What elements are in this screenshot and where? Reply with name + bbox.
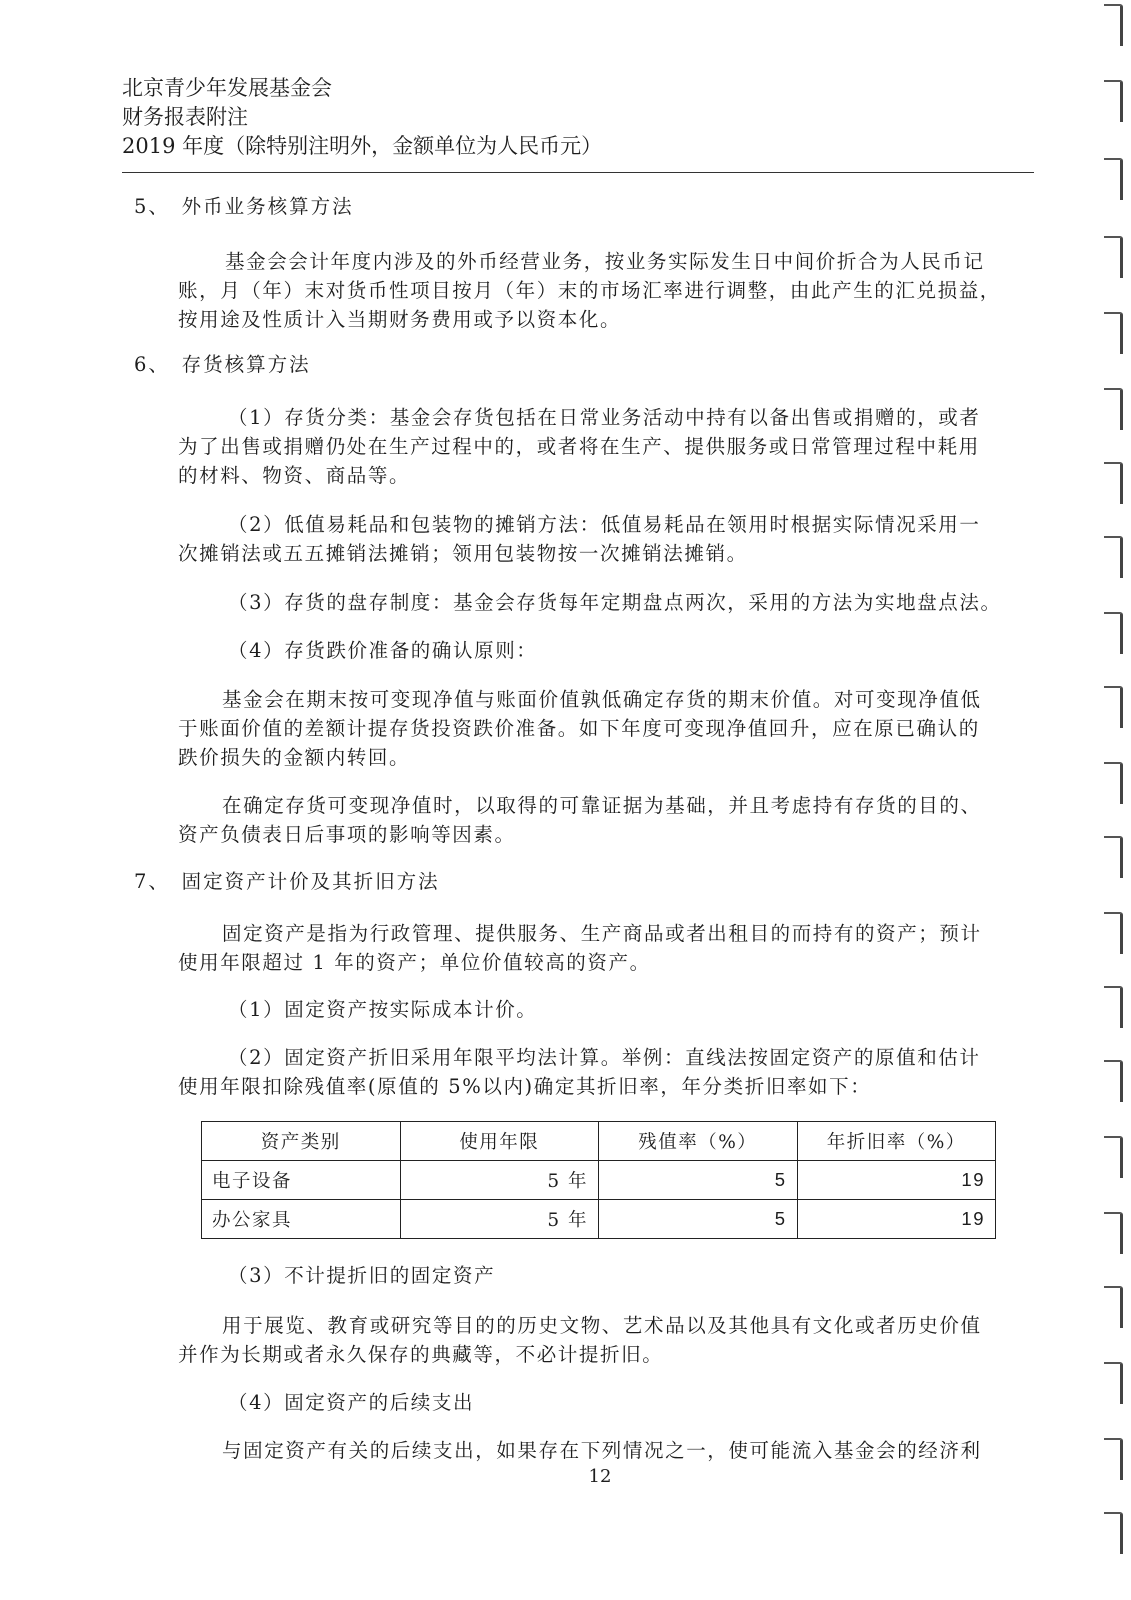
- section-7-paragraph-line: 与固定资产有关的后续支出，如果存在下列情况之一，使可能流入基金会的经济利: [222, 1439, 982, 1462]
- section-6-paragraph-line: 跌价损失的金额内转回。: [178, 746, 411, 769]
- section-6-item-1-line: （1）存货分类：基金会存货包括在日常业务活动中持有以备出售或捐赠的，或者: [228, 406, 981, 429]
- page-number: 12: [588, 1466, 612, 1487]
- binder-edge: [1101, 0, 1123, 1600]
- table-cell: 5 年: [400, 1161, 599, 1200]
- depreciation-rate-table: [201, 1121, 996, 1239]
- section-6-paragraph-line: 资产负债表日后事项的影响等因素。: [178, 823, 516, 846]
- section-6-item-4: （4）存货跌价准备的确认原则：: [228, 639, 538, 662]
- section-6-paragraph-line: 在确定存货可变现净值时，以取得的可靠证据为基础，并且考虑持有存货的目的、: [222, 794, 982, 817]
- section-7-heading: 7、 固定资产计价及其折旧方法: [134, 870, 440, 893]
- table-cell: 5: [599, 1200, 798, 1239]
- section-6-item-1-line: 的材料、物资、商品等。: [178, 464, 411, 487]
- table-header-cell: 使用年限: [400, 1122, 599, 1161]
- section-7-item-1: （1）固定资产按实际成本计价。: [228, 998, 538, 1021]
- table-cell: 电子设备: [202, 1161, 401, 1200]
- table-header-cell: 年折旧率（%）: [797, 1122, 996, 1161]
- table-row: [202, 1200, 996, 1239]
- document-title: 财务报表附注: [122, 105, 248, 129]
- table-cell: 办公家具: [202, 1200, 401, 1239]
- section-7-paragraph-line: 固定资产是指为行政管理、提供服务、生产商品或者出租目的而持有的资产；预计: [222, 922, 982, 945]
- section-6-item-1-line: 为了出售或捐赠仍处在生产过程中的，或者将在生产、提供服务或日常管理过程中耗用: [178, 435, 980, 458]
- section-7-paragraph-line: 并作为长期或者永久保存的典藏等，不必计提折旧。: [178, 1343, 664, 1366]
- section-6-item-2-line: （2）低值易耗品和包装物的摊销方法：低值易耗品在领用时根据实际情况采用一: [228, 513, 981, 536]
- table-header-cell: 残值率（%）: [599, 1122, 798, 1161]
- section-5-paragraph-line: 账，月（年）末对货币性项目按月（年）末的市场汇率进行调整，由此产生的汇兑损益，: [178, 279, 1001, 302]
- section-7-paragraph-line: 用于展览、教育或研究等目的的历史文物、艺术品以及其他具有文化或者历史价值: [222, 1314, 982, 1337]
- section-5-paragraph-line: 基金会会计年度内涉及的外币经营业务，按业务实际发生日中间价折合为人民币记: [225, 250, 985, 273]
- section-6-paragraph-line: 于账面价值的差额计提存货投资跌价准备。如下年度可变现净值回升，应在原已确认的: [178, 717, 980, 740]
- section-5-heading: 5、 外币业务核算方法: [134, 195, 354, 218]
- section-6-paragraph-line: 基金会在期末按可变现净值与账面价值孰低确定存货的期末价值。对可变现净值低: [222, 688, 982, 711]
- report-period: 2019 年度（除特别注明外，金额单位为人民币元）: [122, 134, 603, 158]
- table-row: [202, 1161, 996, 1200]
- section-7-paragraph-line: 使用年限超过 1 年的资产；单位价值较高的资产。: [178, 951, 651, 974]
- section-7-item-2-line: （2）固定资产折旧采用年限平均法计算。举例：直线法按固定资产的原值和估计: [228, 1046, 981, 1069]
- table-cell: 5: [599, 1161, 798, 1200]
- table-cell: 19: [797, 1200, 996, 1239]
- table-header-cell: 资产类别: [202, 1122, 401, 1161]
- section-5-paragraph-line: 按用途及性质计入当期财务费用或予以资本化。: [178, 308, 622, 331]
- section-7-item-4: （4）固定资产的后续支出: [228, 1391, 475, 1414]
- section-6-item-3: （3）存货的盘存制度：基金会存货每年定期盘点两次，采用的方法为实地盘点法。: [228, 591, 1002, 614]
- page-header: [122, 74, 1032, 161]
- organization-name: 北京青少年发展基金会: [122, 76, 332, 100]
- section-7-item-2-line: 使用年限扣除残值率(原值的 5%以内)确定其折旧率，年分类折旧率如下：: [178, 1075, 872, 1098]
- section-6-item-2-line: 次摊销法或五五摊销法摊销；领用包装物按一次摊销法摊销。: [178, 542, 748, 565]
- section-6-heading: 6、 存货核算方法: [134, 353, 311, 376]
- table-cell: 5 年: [400, 1200, 599, 1239]
- header-rule: [122, 172, 1034, 173]
- table-cell: 19: [797, 1161, 996, 1200]
- table-header-row: [202, 1122, 996, 1161]
- section-7-item-3: （3）不计提折旧的固定资产: [228, 1264, 496, 1287]
